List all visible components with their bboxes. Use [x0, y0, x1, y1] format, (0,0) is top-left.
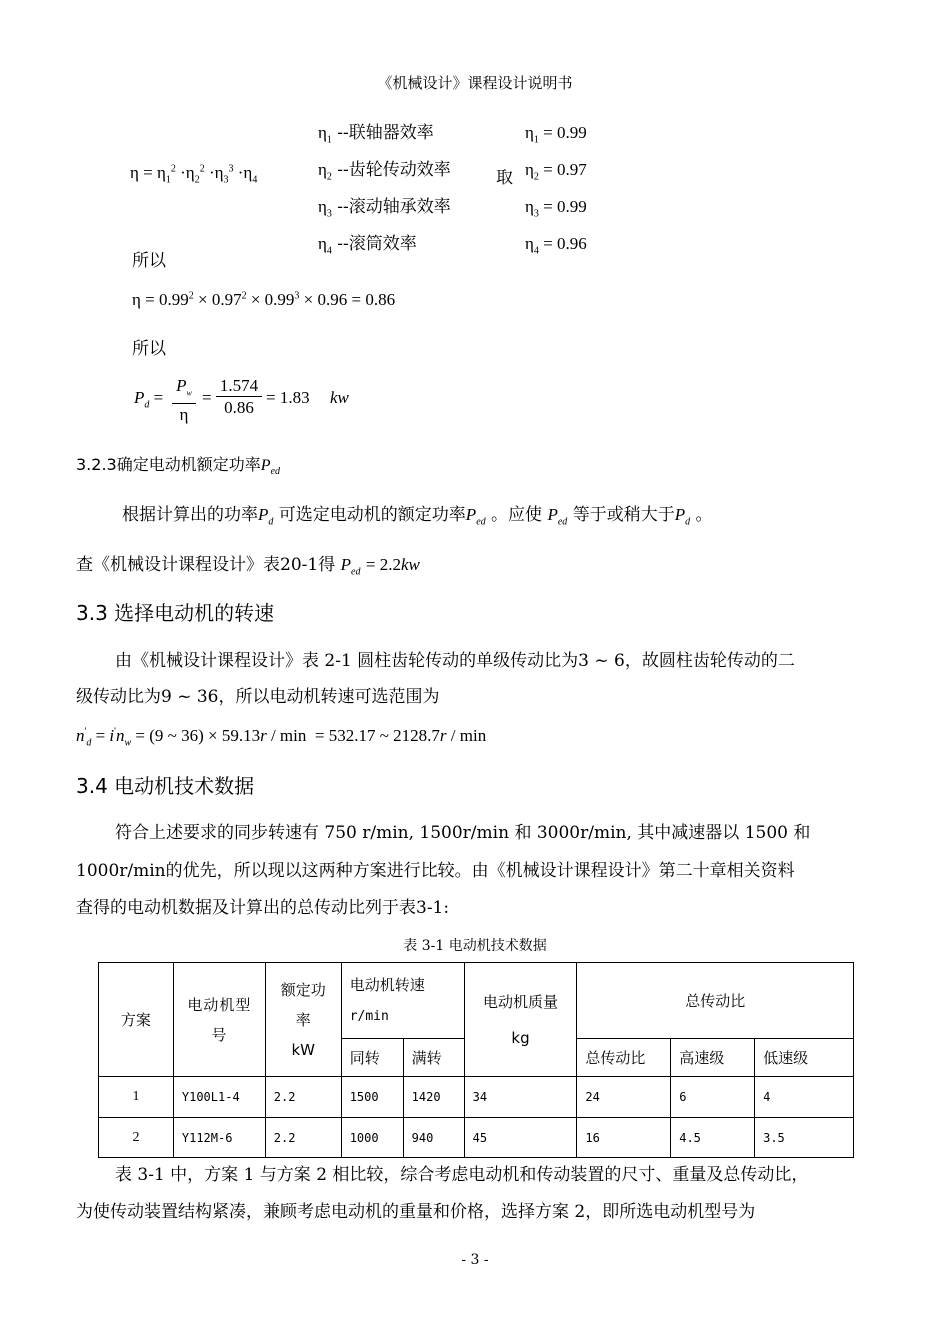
- table-row: [99, 1118, 854, 1158]
- cell-rated-power: 2.2: [265, 1118, 341, 1158]
- cell-scheme: 2: [99, 1118, 174, 1158]
- cell-full: 1420: [403, 1077, 464, 1118]
- cell-full: 940: [403, 1118, 464, 1158]
- efficiency-result: $\eta = 0.99^2 \times 0.97^2 \times 0.99^3 \times 0.96 = 0.86$: [132, 290, 396, 309]
- header-ratio-low: 低速级: [755, 1039, 854, 1077]
- header-model: 电动机型号: [173, 963, 265, 1077]
- section-323-lookup: 查《机械设计课程设计》表20-1得 $P_{ed} = 2.2kw$: [76, 555, 420, 578]
- value-eta2: $\eta_2 = 0.97$: [525, 159, 587, 183]
- header-ratio: 总传动比: [577, 963, 854, 1039]
- cell-ratio-total: 16: [577, 1118, 671, 1158]
- section-33-para-line1: 由《机械设计课程设计》表 2-1 圆柱齿轮传动的单级传动比为3 ~ 6，故圆柱齿轮传动的二: [115, 651, 795, 671]
- cell-mass: 34: [464, 1077, 577, 1118]
- section-323-title: 3.2.3确定电动机额定功率$P_{ed}$: [76, 455, 280, 478]
- take-label: 取: [496, 168, 513, 188]
- cell-sync: 1000: [341, 1118, 403, 1158]
- table-caption: 表 3-1 电动机技术数据: [403, 938, 547, 954]
- section-34-para-line3: 查得的电动机数据及计算出的总传动比列于表3-1:: [76, 898, 450, 918]
- efficiency-definitions: [318, 118, 451, 266]
- cell-ratio-high: 4.5: [671, 1118, 755, 1158]
- def-eta4: $\eta_4$ --滚筒效率: [318, 233, 417, 257]
- value-eta1: $\eta_1 = 0.99$: [525, 123, 587, 146]
- conclusion-line1: 表 3-1 中，方案 1 与方案 2 相比较，综合考虑电动机和传动装置的尺寸、重量及总传动比，: [115, 1165, 809, 1185]
- section-34-para-line1: 符合上述要求的同步转速有 750 r/min, 1500r/min 和 3000r/min, 其中减速器以 1500 和: [115, 823, 811, 843]
- efficiency-values: [525, 118, 587, 266]
- cell-model: Y112M-6: [173, 1118, 265, 1158]
- efficiency-formula: $\eta = \eta_1^2 \cdot\eta_2^2 \cdot\eta_3^3 \cdot\eta_4$: [130, 163, 258, 186]
- page-number: - 3 -: [461, 1252, 489, 1268]
- cell-ratio-low: 3.5: [755, 1118, 854, 1158]
- header-rated-power: 额定功率 kW: [265, 963, 341, 1077]
- header-mass: 电动机质量 kg: [464, 963, 577, 1077]
- cell-model: Y100L1-4: [173, 1077, 265, 1118]
- power-result: = 1.83: [266, 388, 310, 407]
- cell-mass: 45: [464, 1118, 577, 1158]
- def-eta2: $\eta_2$ --齿轮传动效率: [318, 159, 451, 183]
- so-label-2: 所以: [132, 339, 166, 359]
- section-34-para-line2: 1000r/min的优先，所以现以这两种方案进行比较。由《机械设计课程设计》第二十章相关资料: [76, 861, 795, 881]
- cell-sync: 1500: [341, 1077, 403, 1118]
- power-eq: =: [202, 388, 212, 407]
- header-sync: 同转: [341, 1039, 403, 1077]
- cell-scheme: 1: [99, 1077, 174, 1118]
- def-eta3: $\eta_3$ --滚动轴承效率: [318, 196, 451, 220]
- header-ratio-total: 总传动比: [577, 1039, 671, 1077]
- section-323-para: 根据计算出的功率$P_d$ 可选定电动机的额定功率$P_{ed}$ 。应使 $P_{ed}$ 等于或稍大于$P_d$ 。: [122, 505, 713, 528]
- speed-formula: $n'_d = i'n_w = (9$ ~ 36) × 59.13r / min = 532.17 ~ 2128.7r / min: [76, 726, 487, 749]
- power-frac2: $\frac{1.574}{0.86}$: [216, 376, 262, 419]
- conclusion-line2: 为使传动装置结构紧凑，兼顾考虑电动机的重量和价格，选择方案 2，即所选电动机型号为: [76, 1202, 756, 1222]
- so-label-1: 所以: [132, 251, 166, 271]
- header-ratio-high: 高速级: [671, 1039, 755, 1077]
- section-33-para-line2: 级传动比为9 ~ 36，所以电动机转速可选范围为: [76, 687, 440, 707]
- section-34-title: 3.4 电动机技术数据: [76, 774, 255, 798]
- header-speed: 电动机转速 r/min: [341, 963, 464, 1039]
- power-lhs: $P_d$ =: [134, 388, 164, 411]
- cell-ratio-low: 4: [755, 1077, 854, 1118]
- motor-tech-table: [98, 962, 854, 1158]
- header-scheme: 方案: [99, 963, 174, 1077]
- value-eta4: $\eta_4 = 0.96$: [525, 233, 587, 257]
- table-row: [99, 1077, 854, 1118]
- cell-ratio-total: 24: [577, 1077, 671, 1118]
- def-eta1: $\eta_1$ --联轴器效率: [318, 123, 434, 146]
- power-frac1: $\frac{P_w}{\eta}$: [172, 376, 196, 426]
- power-unit: kw: [330, 388, 349, 407]
- header-full: 满转: [403, 1039, 464, 1077]
- value-eta3: $\eta_3 = 0.99$: [525, 196, 587, 220]
- cell-ratio-high: 6: [671, 1077, 755, 1118]
- page-header: 《机械设计》课程设计说明书: [377, 74, 573, 92]
- section-33-title: 3.3 选择电动机的转速: [76, 601, 275, 625]
- cell-rated-power: 2.2: [265, 1077, 341, 1118]
